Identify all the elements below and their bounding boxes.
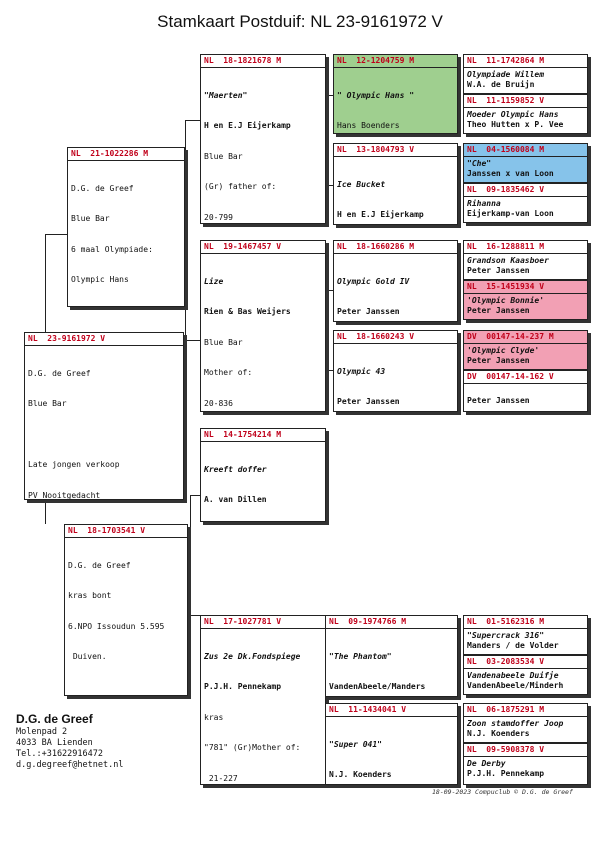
- g4-card-1: [463, 54, 588, 94]
- subject-color: Blue Bar: [28, 399, 67, 409]
- father-line: 6 maal Olympiade:: [71, 244, 153, 254]
- connector: [190, 495, 200, 496]
- g4-ring-number: NL 09-5908378 V: [464, 744, 587, 757]
- subject-owner: D.G. de Greef: [28, 368, 91, 378]
- g4-card-5: [463, 240, 588, 280]
- g4-breeder: Eijerkamp-van Loon: [467, 209, 554, 219]
- father-line: [71, 306, 181, 307]
- g4-breeder: Manders / de Volder: [467, 641, 559, 651]
- mf-ring-number: NL 14-1754214 M: [201, 429, 325, 442]
- father-line: Blue Bar: [71, 214, 110, 224]
- g4-breeder: Janssen x van Loon: [467, 169, 554, 179]
- connector: [325, 370, 333, 371]
- fff-ring-number: NL 12-1204759 M: [334, 55, 457, 68]
- owner-name: D.G. de Greef: [16, 712, 93, 726]
- ffm-breeder: H en E.J Eijerkamp: [337, 210, 424, 220]
- g4-name: 'Olympic Bonnie': [467, 296, 545, 306]
- connector: [185, 340, 200, 341]
- g4-name: Moeder Olympic Hans: [467, 110, 559, 120]
- mmf-ring-number: NL 09-1974766 M: [326, 616, 457, 629]
- connector: [190, 615, 200, 616]
- ff-line: 20-799: [204, 213, 233, 223]
- father-owner: D.G. de Greef: [71, 183, 134, 193]
- mmm-ring-number: NL 11-1434041 V: [326, 704, 457, 717]
- g4-ring-number: NL 01-5162316 M: [464, 616, 587, 629]
- mmm-name: "Super 041": [329, 739, 382, 749]
- g4-name: Vandenabeele Duifje: [467, 671, 559, 681]
- owner-address: [16, 712, 123, 771]
- mmf-card: [325, 615, 458, 697]
- ff-name: "Maerten": [204, 90, 248, 100]
- ffm-ring-number: NL 13-1804793 V: [334, 144, 457, 157]
- page-title: Stamkaart Postduif: NL 23-9161972 V: [157, 12, 443, 31]
- mmm-breeder: N.J. Koenders: [329, 770, 392, 780]
- g4-ring-number: NL 16-1288811 M: [464, 241, 587, 254]
- mother-line: Duiven.: [68, 652, 107, 662]
- fmm-breeder: Peter Janssen: [337, 397, 400, 407]
- mf-card: [200, 428, 326, 522]
- g4-breeder: VandenAbeele/Minderh: [467, 681, 564, 691]
- g4-name: "Che": [467, 159, 492, 169]
- fmm-name: Olympic 43: [337, 366, 386, 376]
- father-ring-number: NL 21-1022286 M: [68, 148, 184, 161]
- subject-ring-number: NL 23-9161972 V: [25, 333, 183, 346]
- connector: [45, 234, 46, 332]
- fmm-card: [333, 330, 458, 412]
- g4-name: 'Olympic Clyde': [467, 346, 540, 356]
- g4-breeder: Theo Hutten x P. Vee: [467, 120, 564, 130]
- father-card: [67, 147, 185, 307]
- ff-ring-number: NL 18-1821678 M: [201, 55, 325, 68]
- g4-card-7: [463, 330, 588, 370]
- mf-breeder: A. van Dillen: [204, 495, 267, 505]
- mmf-breeder: VandenAbeele/Manders: [329, 682, 426, 692]
- g4-breeder: Peter Janssen: [467, 306, 530, 316]
- ffm-name: Ice Bucket: [337, 179, 386, 189]
- connector: [185, 120, 200, 121]
- fmm-ring-number: NL 18-1660243 V: [334, 331, 457, 344]
- fm-name: Lize: [204, 276, 224, 286]
- mm-ring-number: NL 17-1027781 V: [201, 616, 325, 629]
- g4-name: [467, 386, 584, 396]
- connector: [45, 500, 46, 524]
- owner-street: Molenpad 2: [16, 727, 68, 737]
- fff-breeder: Hans Boenders: [337, 121, 400, 131]
- mother-line: 6.NPO Issoudun 5.595: [68, 621, 165, 631]
- footer-credit: 18-09-2023 Compuclub © D.G. de Greef: [432, 788, 573, 796]
- mm-line: 21-227: [204, 774, 238, 784]
- g4-card-8: [463, 370, 588, 412]
- owner-phone: Tel.:+31622916472: [16, 749, 103, 759]
- g4-breeder: N.J. Koenders: [467, 729, 530, 739]
- g4-card-10: [463, 655, 588, 695]
- g4-name: Olympiade Willem: [467, 70, 545, 80]
- ff-line: (Gr) father of:: [204, 182, 277, 192]
- fmf-name: Olympic Gold IV: [337, 276, 410, 286]
- g4-breeder: Peter Janssen: [467, 396, 530, 406]
- connector: [325, 290, 333, 291]
- fm-ring-number: NL 19-1467457 V: [201, 241, 325, 254]
- g4-card-9: [463, 615, 588, 655]
- g4-name: De Derby: [467, 759, 506, 769]
- g4-ring-number: NL 03-2083534 V: [464, 656, 587, 669]
- ff-line: Blue Bar: [204, 151, 243, 161]
- subject-line: [28, 430, 180, 440]
- fmf-ring-number: NL 18-1660286 M: [334, 241, 457, 254]
- mother-ring-number: NL 18-1703541 V: [65, 525, 187, 538]
- connector: [190, 495, 191, 615]
- fmf-card: [333, 240, 458, 322]
- owner-email[interactable]: d.g.degreef@hetnet.nl: [16, 760, 124, 770]
- subject-line: Late jongen verkoop: [28, 460, 120, 470]
- connector: [45, 234, 67, 235]
- mm-line: "781" (Gr)Mother of:: [204, 743, 301, 753]
- g4-ring-number: NL 11-1159852 V: [464, 95, 587, 108]
- mm-card: [200, 615, 326, 785]
- g4-breeder: W.A. de Bruijn: [467, 80, 535, 90]
- subject-card: [24, 332, 184, 500]
- g4-name: Zoon stamdoffer Joop: [467, 719, 564, 729]
- mf-name: Kreeft doffer: [204, 464, 267, 474]
- fm-card: [200, 240, 326, 412]
- g4-card-6: [463, 280, 588, 320]
- g4-ring-number: NL 06-1875291 M: [464, 704, 587, 717]
- g4-ring-number: DV 00147-14-237 M: [464, 331, 587, 344]
- fm-line: Mother of:: [204, 368, 253, 378]
- g4-card-4: [463, 183, 588, 223]
- owner-city: 4033 BA Lienden: [16, 738, 93, 748]
- g4-ring-number: DV 00147-14-162 V: [464, 371, 587, 384]
- g4-card-11: [463, 703, 588, 743]
- connector: [325, 185, 333, 186]
- mmf-name: "The Phantom": [329, 651, 392, 661]
- fm-line: Blue Bar: [204, 337, 243, 347]
- ffm-card: [333, 143, 458, 225]
- connector: [185, 120, 186, 340]
- g4-ring-number: NL 04-1560084 M: [464, 144, 587, 157]
- fff-name: " Olympic Hans ": [337, 90, 415, 100]
- g4-ring-number: NL 09-1835462 V: [464, 184, 587, 197]
- mm-line: kras: [204, 712, 224, 722]
- father-line: Olympic Hans: [71, 275, 129, 285]
- g4-breeder: Peter Janssen: [467, 356, 530, 366]
- mm-name: Zus 2e Dk.Fondspiege: [204, 651, 301, 661]
- g4-name: Grandson Kaasboer: [467, 256, 549, 266]
- g4-name: Rihanna: [467, 199, 501, 209]
- fm-line: 20-836: [204, 399, 233, 409]
- fmf-breeder: Peter Janssen: [337, 307, 400, 317]
- fm-breeder: Rien & Bas Weijers: [204, 307, 291, 317]
- subject-line: PV Nooitgedacht: [28, 490, 101, 500]
- g4-ring-number: NL 15-1451934 V: [464, 281, 587, 294]
- g4-card-12: [463, 743, 588, 785]
- ff-card: [200, 54, 326, 224]
- connector: [325, 95, 333, 96]
- mmm-card: [325, 703, 458, 785]
- g4-ring-number: NL 11-1742864 M: [464, 55, 587, 68]
- g4-name: "Supercrack 316": [467, 631, 545, 641]
- mm-breeder: P.J.H. Pennekamp: [204, 682, 282, 692]
- mother-card: [64, 524, 188, 696]
- g4-breeder: P.J.H. Pennekamp: [467, 769, 545, 779]
- mother-line: kras bont: [68, 591, 112, 601]
- connector: [45, 500, 67, 501]
- mother-owner: D.G. de Greef: [68, 560, 131, 570]
- ff-breeder: H en E.J Eijerkamp: [204, 121, 291, 131]
- g4-card-3: [463, 143, 588, 183]
- g4-breeder: Peter Janssen: [467, 266, 530, 276]
- g4-card-2: [463, 94, 588, 134]
- fff-card: [333, 54, 458, 134]
